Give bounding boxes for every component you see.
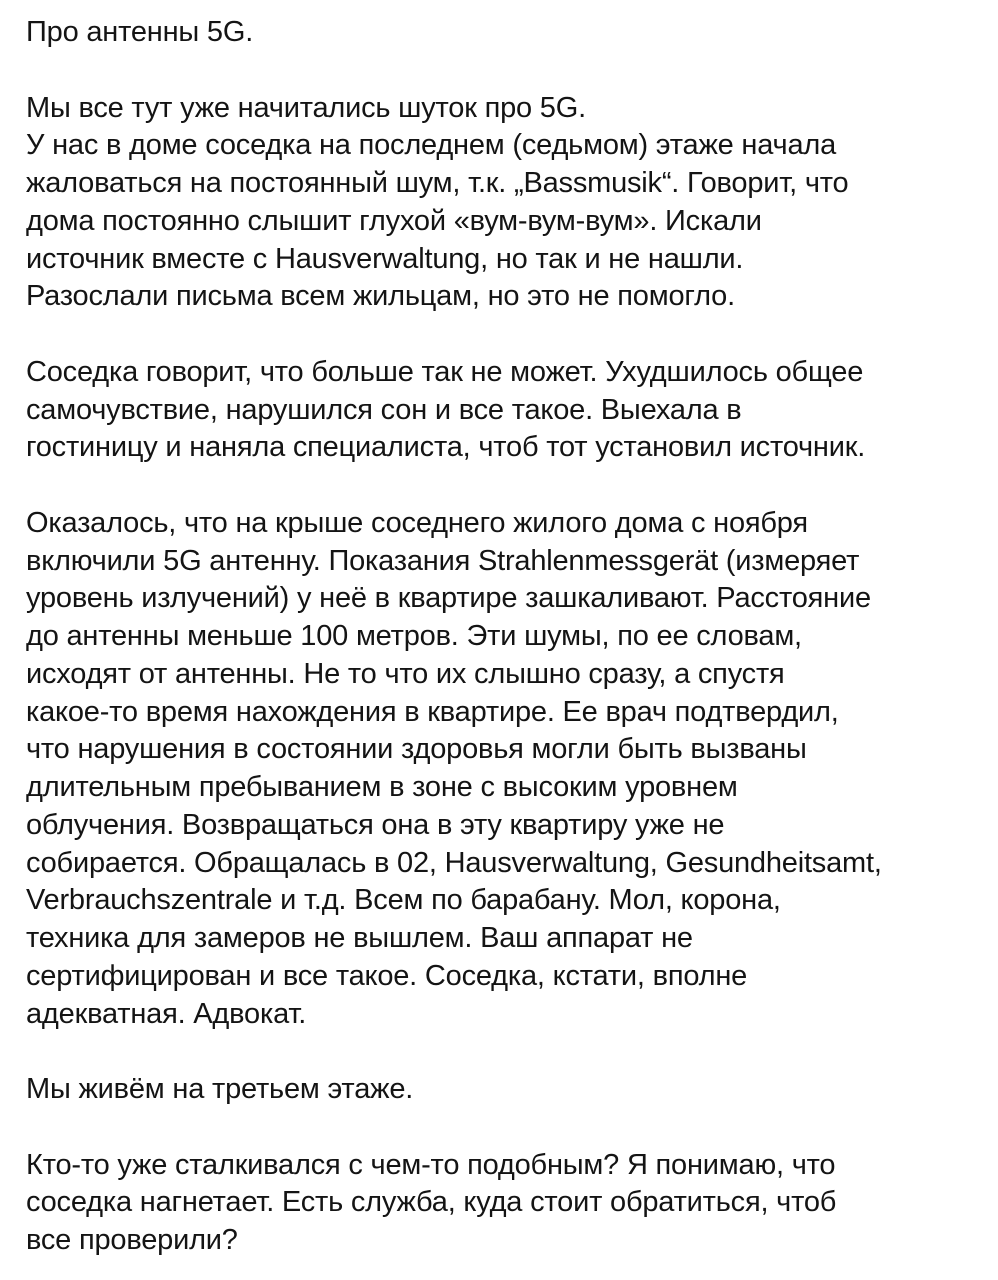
text-line: Мы живём на третьем этаже. bbox=[26, 1073, 414, 1105]
text-line: какое-то время нахождения в квартире. Ее врач подтвердил, bbox=[26, 695, 839, 728]
paragraph-floor bbox=[26, 1071, 986, 1109]
text-line: Оказалось, что на крыше соседнего жилого дома с ноября bbox=[26, 506, 808, 539]
text-line: до антенны меньше 100 метров. Эти шумы, по ее словам, bbox=[26, 620, 802, 652]
paragraph-title bbox=[26, 14, 986, 52]
text-line: Verbrauchszentrale и т.д. Всем по барабану. Мол, корона, bbox=[26, 884, 781, 917]
text-line: собирается. Обращалась в 02, Hausverwaltung, Gesundheitsamt, bbox=[26, 846, 882, 879]
text-line: сертифицирован и все такое. Соседка, кстати, вполне bbox=[26, 959, 748, 992]
text-line: включили 5G антенну. Показания Strahlenmessgerät (измеряет bbox=[26, 544, 860, 577]
text-line: У нас в доме соседка на последнем (седьмом) этаже начала bbox=[26, 129, 837, 162]
text-line: Соседка говорит, что больше так не может. Ухудшилось общее bbox=[26, 355, 864, 388]
text-line: дома постоянно слышит глухой «вум-вум-вум». Искали bbox=[26, 204, 762, 237]
text-line: Кто-то уже сталкивался с чем-то подобным? Я понимаю, что bbox=[26, 1148, 836, 1181]
text-line: длительным пребыванием в зоне с высоким уровнем bbox=[26, 771, 738, 803]
post-body bbox=[26, 14, 986, 1260]
text-line: самочувствие, нарушился сон и все такое. Выехала в bbox=[26, 393, 742, 426]
paragraph-question bbox=[26, 1147, 986, 1260]
text-line: соседка нагнетает. Есть служба, куда стоит обратиться, чтоб bbox=[26, 1186, 837, 1219]
text-line: исходят от антенны. Не то что их слышно сразу, а спустя bbox=[26, 657, 785, 690]
paragraph-background bbox=[26, 90, 986, 317]
text-line: облучения. Возвращаться она в эту квартиру уже не bbox=[26, 808, 725, 841]
text-line: уровень излучений) у неё в квартире зашкаливают. Расстояние bbox=[26, 582, 871, 615]
text-line: Разослали письма всем жильцам, но это не помогло. bbox=[26, 280, 735, 313]
text-line: жаловаться на постоянный шум, т.к. „Bassmusik“. Говорит, что bbox=[26, 167, 849, 199]
text-line: адекватная. Адвокат. bbox=[26, 997, 307, 1030]
text-line: техника для замеров не вышлем. Ваш аппарат не bbox=[26, 922, 693, 954]
text-line: Мы все тут уже начитались шуток про 5G. bbox=[26, 91, 586, 124]
text-line: Про антенны 5G. bbox=[26, 16, 254, 48]
text-line: гостиницу и наняла специалиста, чтоб тот установил источник. bbox=[26, 431, 866, 464]
text-line: все проверили? bbox=[26, 1224, 238, 1256]
paragraph-neighbor bbox=[26, 354, 986, 467]
paragraph-findings bbox=[26, 505, 986, 1034]
text-line: что нарушения в состоянии здоровья могли быть вызваны bbox=[26, 733, 807, 766]
text-line: источник вместе с Hausverwaltung, но так и не нашли. bbox=[26, 242, 744, 275]
